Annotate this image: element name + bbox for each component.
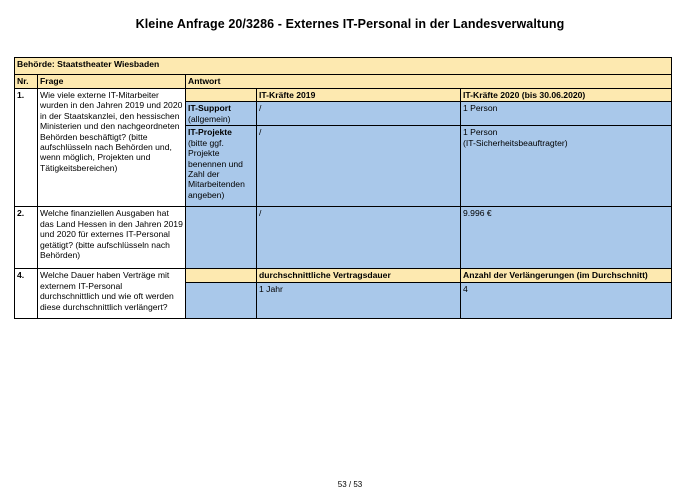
it-support-cell (186, 102, 257, 126)
it-projekte-2020-count: 1 Person (463, 127, 498, 138)
it-projekte-2020-role: (IT-Sicherheitsbeauftragter) (463, 137, 568, 148)
q4-value-dauer: 1 Jahr (257, 282, 461, 318)
it-support-title: IT-Support (188, 103, 231, 114)
column-header-nr: Nr. (15, 75, 38, 89)
column-header-verlaengerungen: Anzahl der Verlängerungen (im Durchschnitt) (461, 269, 672, 282)
it-projekte-sub: (bitte ggf. Projekte benennen und Zahl der Mitarbeitenden angeben) (188, 137, 245, 200)
q2-label-empty (186, 207, 257, 269)
q4-question: Welche Dauer haben Verträge mit externem IT-Personal durchschnittlich und wie oft werden diese durchschnittlich verlängert? (38, 269, 186, 318)
q4-label-empty (186, 282, 257, 318)
authority-header: Behörde: Staatstheater Wiesbaden (15, 58, 672, 75)
q1-number: 1. (15, 89, 38, 207)
q4-subheader-empty (186, 269, 257, 282)
q2-number: 2. (15, 207, 38, 269)
column-header-antwort: Antwort (186, 75, 672, 89)
q2-question: Welche finanziellen Ausgaben hat das Land Hessen in den Jahren 2019 und 2020 für externes IT-Personal getätigt? (bitte aufschlüsseln nach Behörden) (38, 207, 186, 269)
it-projekte-2019: / (257, 126, 461, 207)
page-number: 53 / 53 (337, 480, 363, 489)
q1-question: Wie viele externe IT-Mitarbeiter wurden in den Jahren 2019 und 2020 in der Staatskanzlei, den hessischen Ministerien und den nachgeordneten Behörden beschäftigt? (bitte aufschlüsseln nach Behörden und, wenn möglich, Projekten und Tätigkeitsbereichen) (38, 89, 186, 207)
column-header-2019: IT-Kräfte 2019 (257, 89, 461, 102)
it-projekte-cell (186, 126, 257, 207)
it-support-2019: / (257, 102, 461, 126)
column-header-2020: IT-Kräfte 2020 (bis 30.06.2020) (461, 89, 672, 102)
it-projekte-2020 (461, 126, 672, 207)
it-support-2020: 1 Person (461, 102, 672, 126)
page-title: Kleine Anfrage 20/3286 - Externes IT-Personal in der Landesverwaltung (135, 17, 565, 31)
q4-number: 4. (15, 269, 38, 318)
it-support-sub: (allgemein) (188, 113, 231, 124)
q4-value-verlaengerungen: 4 (461, 282, 672, 318)
column-header-frage: Frage (38, 75, 186, 89)
answer-table (14, 57, 672, 319)
q2-value-2019: / (257, 207, 461, 269)
column-header-vertragsdauer: durchschnittliche Vertragsdauer (257, 269, 461, 282)
subheader-empty (186, 89, 257, 102)
it-projekte-title: IT-Projekte (188, 127, 232, 138)
q2-value-2020: 9.996 € (461, 207, 672, 269)
